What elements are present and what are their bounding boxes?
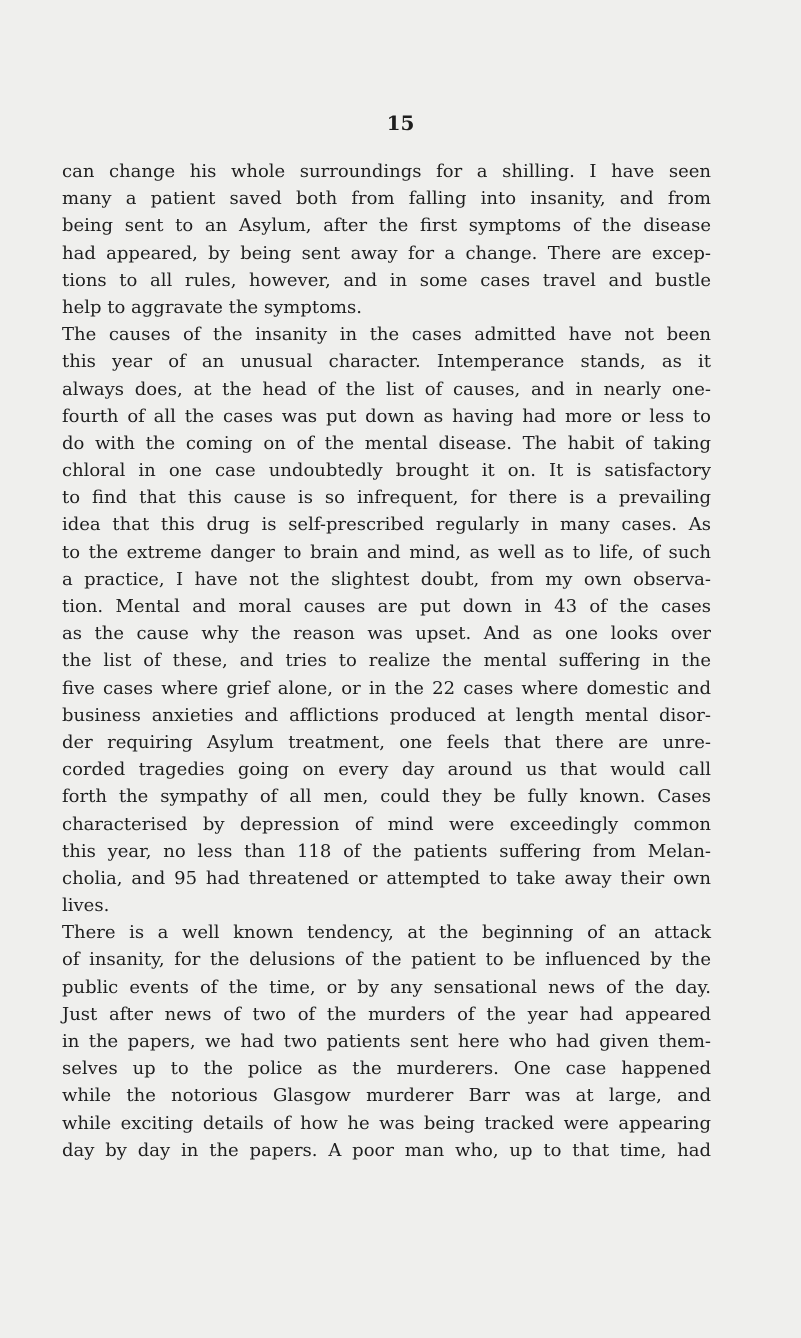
text-line: this year, no less than 118 of the patients suffering from Melan- bbox=[62, 840, 711, 862]
text-line: Just after news of two of the murders of the year had appeared bbox=[62, 1003, 711, 1025]
text-line: being sent to an Asylum, after the first symptoms of the disease bbox=[62, 215, 711, 237]
text-line: had appeared, by being sent away for a change. There are excep- bbox=[62, 242, 711, 264]
text-line: corded tragedies going on every day around us that would call bbox=[62, 759, 711, 781]
text-line: to the extreme danger to brain and mind, as well as to life, of such bbox=[62, 541, 711, 563]
text-line: selves up to the police as the murderers. One case happened bbox=[62, 1058, 711, 1080]
text-line: fourth of all the cases was put down as having had more or less to bbox=[62, 405, 711, 427]
text-line: forth the sympathy of all men, could they be fully known. Cases bbox=[62, 786, 711, 808]
text-line: the list of these, and tries to realize the mental suffering in the bbox=[62, 650, 711, 672]
text-line: always does, at the head of the list of causes, and in nearly one- bbox=[62, 378, 711, 400]
text-line: There is a well known tendency, at the beginning of an attack bbox=[62, 922, 711, 944]
text-line: while exciting details of how he was being tracked were appearing bbox=[62, 1112, 711, 1134]
text-line: idea that this drug is self-prescribed regularly in many cases. As bbox=[62, 514, 711, 536]
text-line: der requiring Asylum treatment, one feels that there are unre- bbox=[62, 731, 711, 753]
text-line: lives. bbox=[62, 895, 110, 917]
text-line: business anxieties and afflictions produced at length mental disor- bbox=[62, 704, 711, 726]
text-line: as the cause why the reason was upset. And as one looks over bbox=[62, 623, 711, 645]
text-line: many a patient saved both from falling into insanity, and from bbox=[62, 188, 711, 210]
text-line: cholia, and 95 had threatened or attempted to take away their own bbox=[62, 867, 711, 889]
text-line: a practice, I have not the slightest doubt, from my own observa- bbox=[62, 568, 711, 590]
text-line: can change his whole surroundings for a shilling. I have seen bbox=[62, 161, 711, 182]
text-line: tion. Mental and moral causes are put down in 43 of the cases bbox=[62, 596, 711, 617]
text-line: The causes of the insanity in the cases admitted have not been bbox=[62, 324, 711, 346]
text-line: do with the coming on of the mental disease. The habit of taking bbox=[62, 432, 711, 454]
page-number: 15 bbox=[386, 111, 415, 135]
body-text bbox=[62, 158, 711, 1164]
text-line: of insanity, for the delusions of the patient to be influenced by the bbox=[62, 949, 711, 971]
text-line: in the papers, we had two patients sent here who had given them- bbox=[62, 1031, 711, 1052]
text-line: while the notorious Glasgow murderer Barr was at large, and bbox=[62, 1085, 711, 1107]
text-line: this year of an unusual character. Intemperance stands, as it bbox=[62, 351, 711, 373]
text-line: characterised by depression of mind were exceedingly common bbox=[62, 813, 711, 835]
text-line: help to aggravate the symptoms. bbox=[62, 296, 362, 318]
text-line: public events of the time, or by any sensational news of the day. bbox=[62, 976, 711, 998]
text-line: day by day in the papers. A poor man who, up to that time, had bbox=[62, 1139, 711, 1161]
text-line: five cases where grief alone, or in the 22 cases where domestic and bbox=[62, 677, 711, 699]
text-line: tions to all rules, however, and in some cases travel and bustle bbox=[62, 269, 711, 291]
text-line: to find that this cause is so infrequent, for there is a prevailing bbox=[62, 487, 711, 509]
text-line: chloral in one case undoubtedly brought it on. It is satisfactory bbox=[62, 460, 711, 482]
